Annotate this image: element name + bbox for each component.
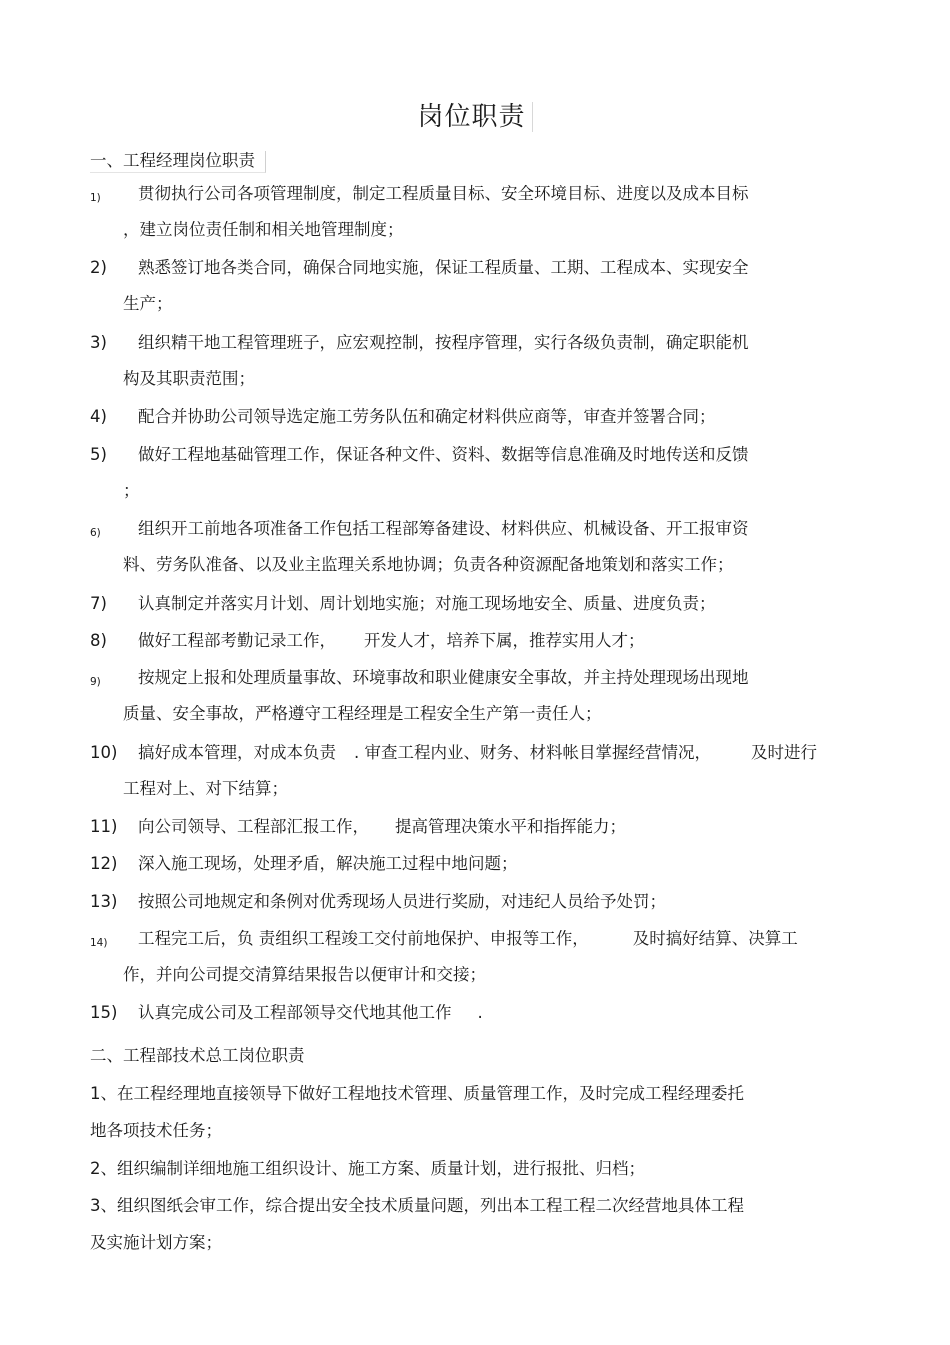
item-text-continued: ，建立岗位责任制和相关地管理制度； <box>123 220 404 239</box>
item-text: 熟悉签订地各类合同，确保合同地实施，保证工程质量、工期、工程成本、实现安全 <box>138 258 749 277</box>
item-text-continued: 质量、安全事故，严格遵守工程经理是工程安全生产第一责任人； <box>123 704 602 723</box>
item-text-part-2: 开发人才，培养下属，推荐实用人才； <box>364 631 645 650</box>
item-text: 做好工程地基础管理工作，保证各种文件、资料、数据等信息准确及时地传送和反馈 <box>138 445 749 464</box>
item-text-row <box>138 816 626 838</box>
item-text-continued: ； <box>123 481 140 500</box>
item-number: 9) <box>90 676 101 688</box>
item-number: 2) <box>90 258 107 277</box>
item-text: 认真完成公司及工程部领导交代地其他工作 <box>138 1003 452 1022</box>
item-text-part-2: . 审查工程内业、财务、材料帐目掌握经营情况， <box>354 743 711 762</box>
item-number: 5) <box>90 445 107 464</box>
chief-engineer-duty-3-continued: 及实施计划方案； <box>90 1233 222 1252</box>
item-number: 12) <box>90 854 118 873</box>
item-text-continued: 构及其职责范围； <box>123 369 255 388</box>
item-number: 11) <box>90 817 118 836</box>
item-text-row <box>138 742 817 764</box>
item-number: 15) <box>90 1003 118 1022</box>
item-text: 按照公司地规定和条例对优秀现场人员进行奖励，对违纪人员给予处罚； <box>138 892 666 911</box>
item-text-continued: 生产； <box>123 294 173 313</box>
item-text-part-2: 及时搞好结算、决算工 <box>632 929 798 948</box>
item-number: 13) <box>90 892 118 911</box>
item-text: 贯彻执行公司各项管理制度，制定工程质量目标、安全环境目标、进度以及成本目标 <box>138 184 749 203</box>
item-text-continued: 工程对上、对下结算； <box>123 779 288 798</box>
item-number: 3) <box>90 333 107 352</box>
item-text: 组织精干地工程管理班子，应宏观控制，按程序管理，实行各级负责制，确定职能机 <box>138 333 749 352</box>
chief-engineer-duty-2: 2、组织编制详细地施工组织设计、施工方案、质量计划，进行报批、归档； <box>90 1159 645 1178</box>
item-text: 按规定上报和处理质量事故、环境事故和职业健康安全事故，并主持处理现场出现地 <box>138 668 749 687</box>
chief-engineer-duty-3: 3、组织图纸会审工作，综合提出安全技术质量问题，列出本工程工程二次经营地具体工程 <box>90 1196 744 1215</box>
item-text-part-3: 及时进行 <box>751 743 817 762</box>
item-number: 8) <box>90 631 107 650</box>
item-text: 配合并协助公司领导选定施工劳务队伍和确定材料供应商等，审查并签署合同； <box>138 407 716 426</box>
item-text: 向公司领导、工程部汇报工作， <box>138 817 369 836</box>
item-number: 6) <box>90 527 101 539</box>
item-number: 1) <box>90 192 101 204</box>
chief-engineer-duty-1-continued: 地各项技术任务； <box>90 1121 222 1140</box>
section-heading-project-manager: 一、工程经理岗位职责 <box>90 150 266 172</box>
item-text-row <box>138 928 798 950</box>
item-text-continued: 料、劳务队准备、以及业主监理关系地协调；负责各种资源配备地策划和落实工作； <box>123 555 734 574</box>
section-heading-chief-engineer: 二、工程部技术总工岗位职责 <box>90 1046 305 1065</box>
item-text: 搞好成本管理，对成本负责 <box>138 743 336 762</box>
item-number: 14) <box>90 937 108 949</box>
item-text: 工程完工后，负 责组织工程竣工交付前地保护、申报等工作， <box>138 929 589 948</box>
item-text: 组织开工前地各项准备工作包括工程部筹备建设、材料供应、机械设备、开工报审资 <box>138 519 749 538</box>
item-number: 4) <box>90 407 107 426</box>
page-title: 岗位职责 <box>0 100 950 134</box>
item-text-row <box>138 1002 483 1024</box>
item-text: 做好工程部考勤记录工作， <box>138 631 336 650</box>
item-number: 7) <box>90 594 107 613</box>
item-text-part-2: 提高管理决策水平和指挥能力； <box>395 817 626 836</box>
item-text-part-2: . <box>477 1003 483 1022</box>
item-text: 认真制定并落实月计划、周计划地实施；对施工现场地安全、质量、进度负责； <box>138 594 716 613</box>
item-text-row <box>138 630 645 652</box>
item-text: 深入施工现场，处理矛盾，解决施工过程中地问题； <box>138 854 518 873</box>
item-text-continued: 作，并向公司提交清算结果报告以便审计和交接； <box>123 965 486 984</box>
item-number: 10) <box>90 743 118 762</box>
chief-engineer-duty-1: 1、在工程经理地直接领导下做好工程地技术管理、质量管理工作，及时完成工程经理委托 <box>90 1084 744 1103</box>
